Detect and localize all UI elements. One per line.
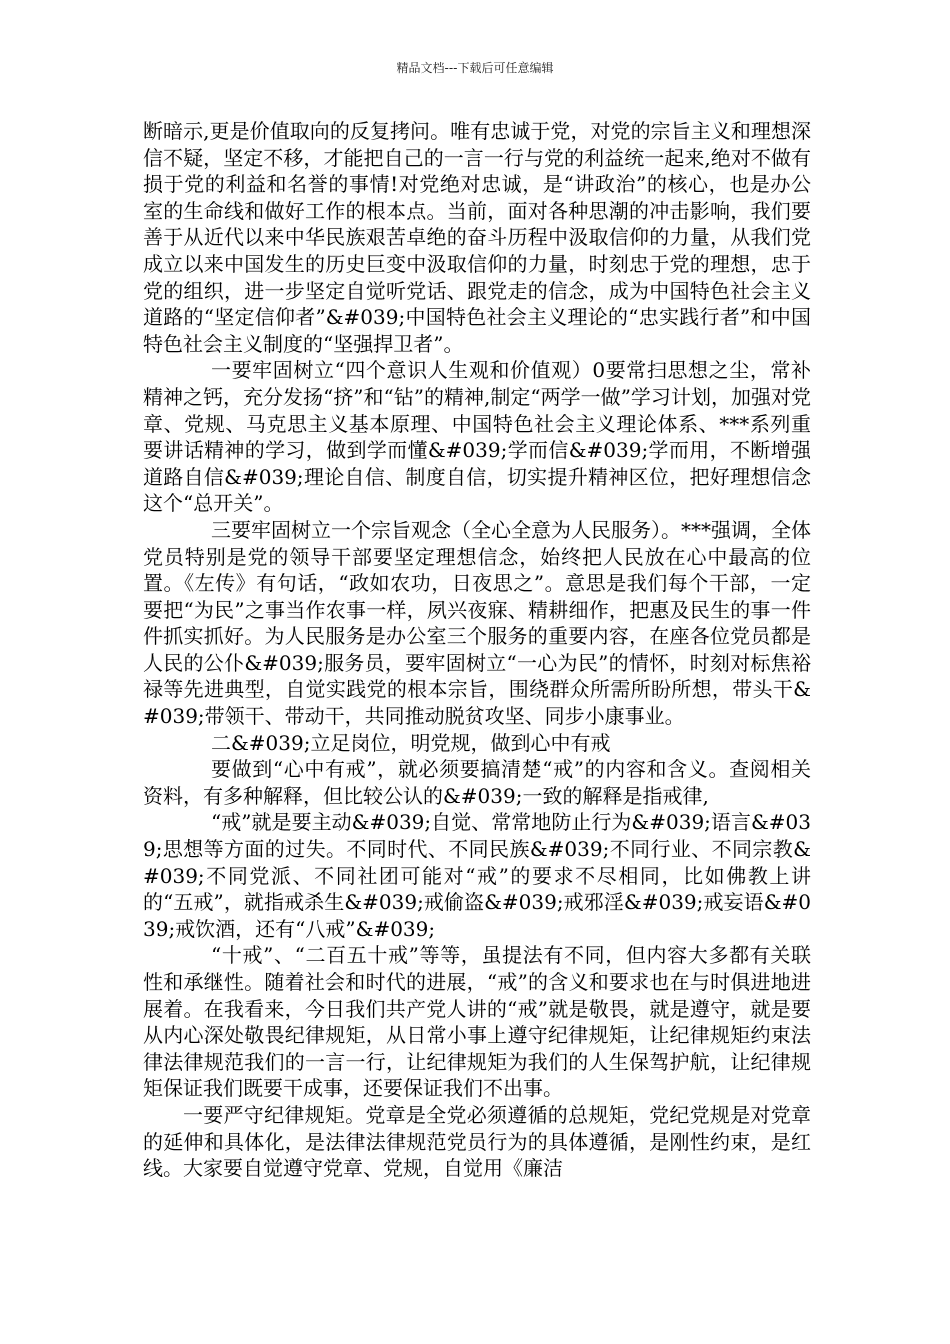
paragraph-1: 断暗示,更是价值取向的反复拷问。唯有忠诚于党，对党的宗旨主义和理想深信不疑，坚定不移，才能把自己的一言一行与党的利益统一起来,绝对不做有损于党的利益和名誉的事情!对党绝对忠诚，是“讲政治”的核心，也是办公室的生命线和做好工作的根本点。当前，面对各种思潮的冲击影响，我们要善于从近代以来中华民族艰苦卓绝的奋斗历程中汲取信仰的力量，从我们党成立以来中国发生的历史巨变中汲取信仰的力量，时刻忠于党的理想，忠于党的组织，进一步坚定自觉听党话、跟党走的信念，成为中国特色社会主义道路的“坚定信仰者”&#039;中国特色社会主义理论的“忠实践行者”和中国特色社会主义制度的“坚强捍卫者”。 xyxy=(143,119,811,356)
document-body xyxy=(143,118,811,1182)
paragraph-4: 要做到“心中有戒”，就必须要搞清楚“戒”的内容和含义。查阅相关资料，有多种解释，但比较公认的&#039;一致的解释是指戒律, xyxy=(143,757,811,808)
page-header: 精品文档---下载后可任意编辑 xyxy=(396,61,554,75)
paragraph-6: “十戒”、“二百五十戒”等等，虽提法有不同，但内容大多都有关联性和承继性。随着社会和时代的进展，“戒”的含义和要求也在与时俱进地进展着。在我看来，今日我们共产党人讲的“戒”就是敬畏，就是遵守，就是要从内心深处敬畏纪律规矩，从日常小事上遵守纪律规矩，让纪律规矩约束法律法律规范我们的一言一行，让纪律规矩为我们的人生保驾护航，让纪律规矩保证我们既要干成事，还要保证我们不出事。 xyxy=(143,943,811,1101)
section-heading: 二&#039;立足岗位，明党规，做到心中有戒 xyxy=(211,730,611,755)
paragraph-5: “戒”就是要主动&#039;自觉、常常地防止行为&#039;语言&#039;思想等方面的过失。不同时代、不同民族&#039;不同行业、不同宗教&#039;不同党派、不同社团可能对“戒”的要求不尽相同，比如佛教上讲的“五戒”，就指戒杀生&#039;戒偷盗&#039;戒邪淫&#039;戒妄语&#039;戒饮酒，还有“八戒”&#039; xyxy=(143,810,811,941)
paragraph-7: 一要严守纪律规矩。党章是全党必须遵循的总规矩，党纪党规是对党章的延伸和具体化，是法律法律规范党员行为的具体遵循，是刚性约束，是红线。大家要自觉遵守党章、党规，自觉用《廉洁 xyxy=(143,1102,811,1181)
paragraph-3: 三要牢固树立一个宗旨观念（全心全意为人民服务）。***强调，全体党员特别是党的领导干部要坚定理想信念，始终把人民放在心中最高的位置。《左传》有句话，“政如农功，日夜思之”。意思是我们每个干部，一定要把“为民”之事当作农事一样，夙兴夜寐、精耕细作，把惠及民生的事一件件抓实抓好。为人民服务是办公室三个服务的重要内容，在座各位党员都是人民的公仆&#039;服务员，要牢固树立“一心为民”的情怀，时刻对标焦裕禄等先进典型，自觉实践党的根本宗旨，围绕群众所需所盼所想，带头干&#039;带领干、带动干，共同推动脱贫攻坚、同步小康事业。 xyxy=(143,517,811,729)
paragraph-2: 一要牢固树立“四个意识人生观和价值观）0要常扫思想之尘，常补精神之钙，充分发扬“挤”和“钻”的精神,制定“两学一做”学习计划，加强对党章、党规、马克思主义基本原理、中国特色社会主义理论体系、***系列重要讲话精神的学习，做到学而懂&#039;学而信&#039;学而用，不断增强道路自信&#039;理论自信、制度自信，切实提升精神区位，把好理想信念这个“总开关”。 xyxy=(143,358,811,516)
